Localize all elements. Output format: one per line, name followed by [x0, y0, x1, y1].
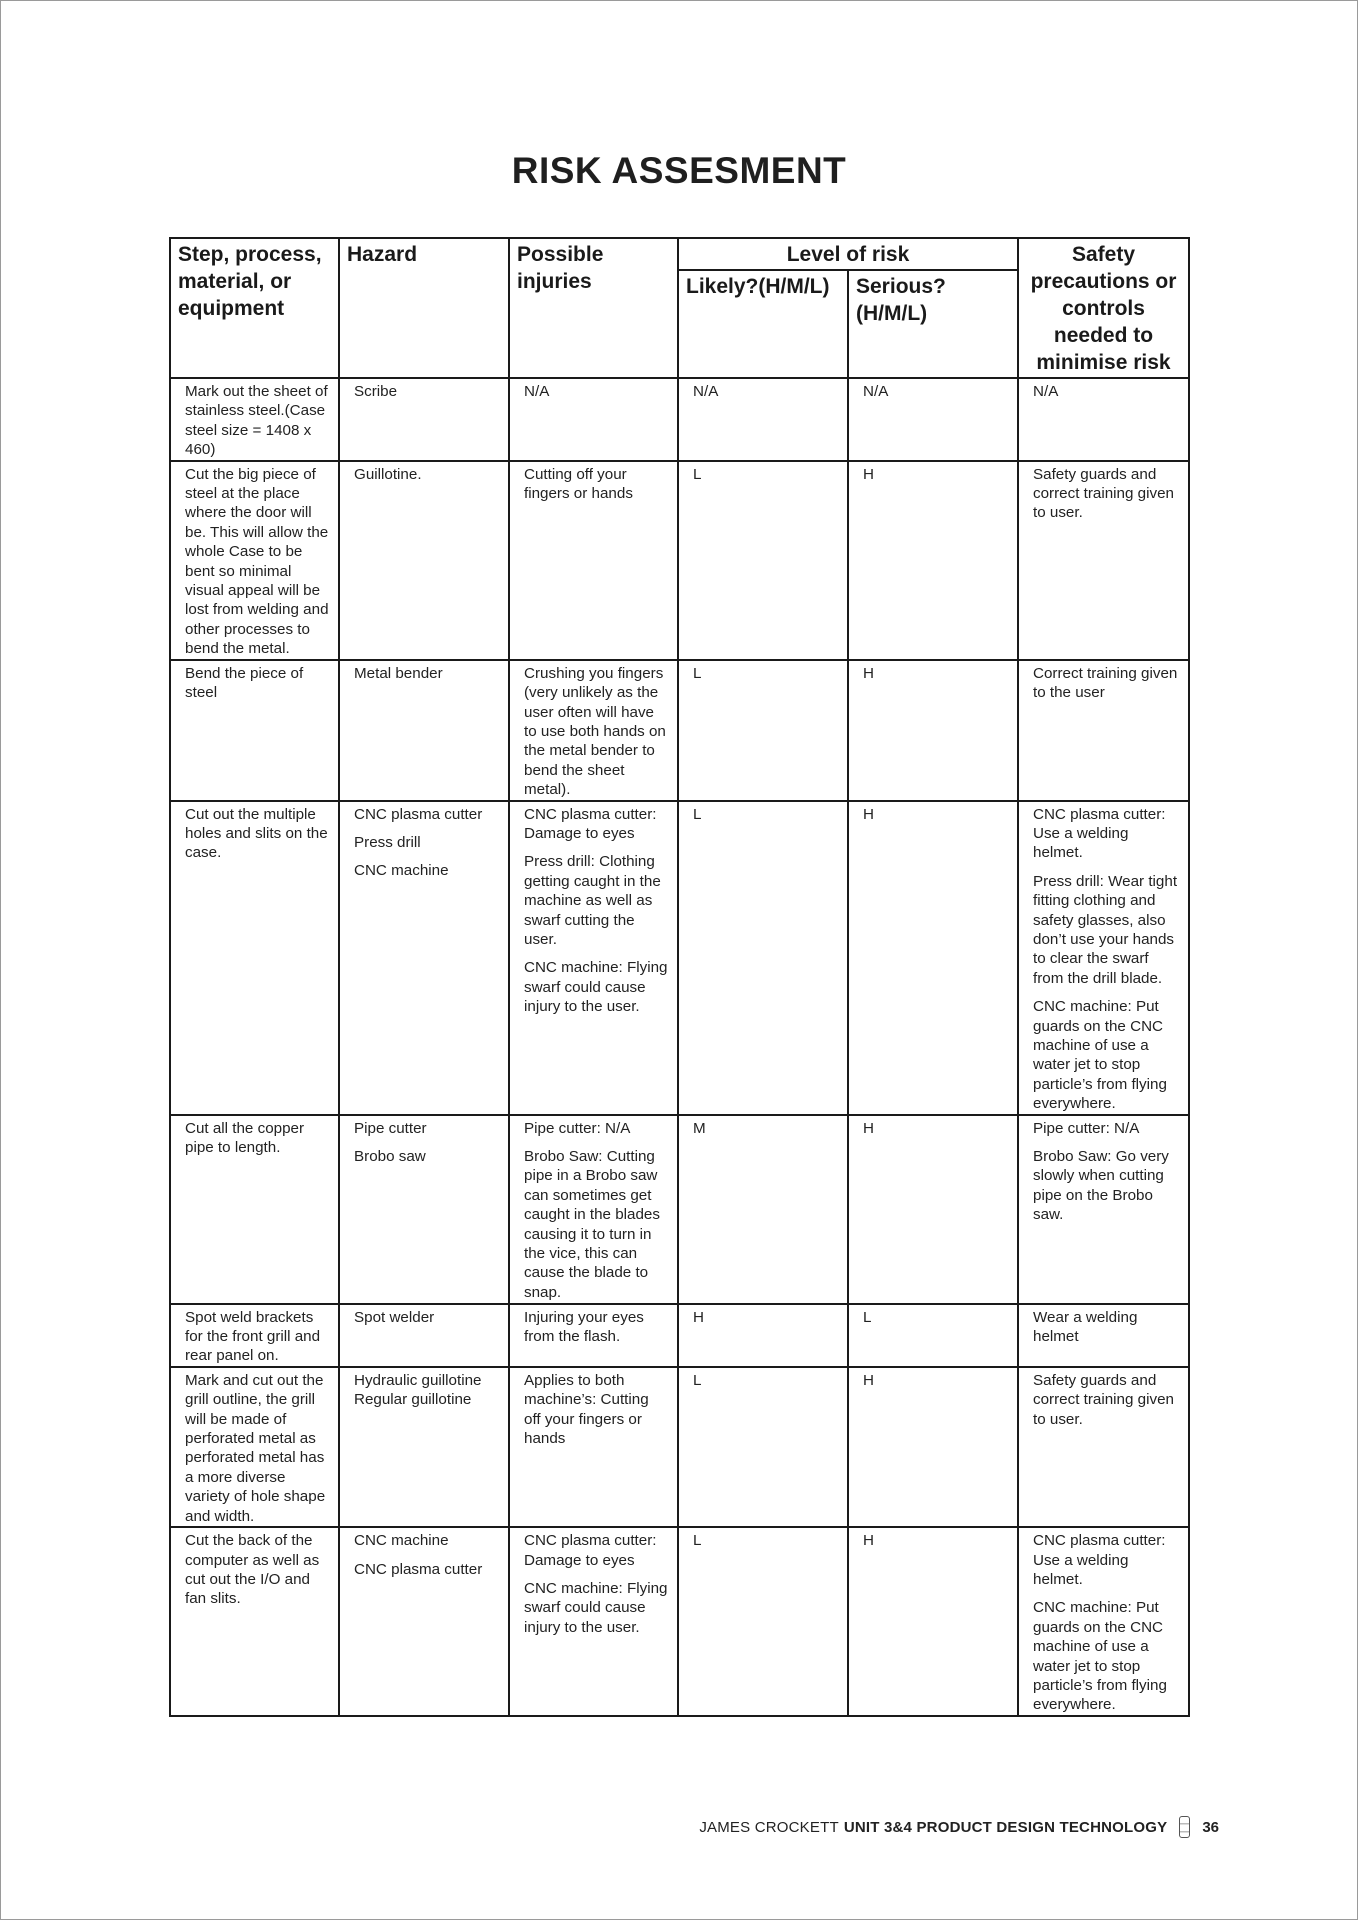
table-header: [170, 238, 1189, 378]
risk-assessment-table: [169, 237, 1190, 1717]
cell-paragraph: CNC machine: Flying swarf could cause injury to the user.: [524, 959, 668, 1016]
footer-unit: UNIT 3&4 PRODUCT DESIGN TECHNOLOGY: [843, 1818, 1168, 1836]
cell-paragraph: CNC plasma cutter: Damage to eyes: [524, 805, 657, 842]
cell-injuries: [509, 1527, 678, 1716]
cell-serious: H: [848, 1527, 1018, 1716]
table-row: [170, 378, 1189, 461]
table-row: [170, 801, 1189, 1115]
cell-paragraph: Pipe cutter: [354, 1119, 427, 1137]
table-row: [170, 1367, 1189, 1527]
cell-paragraph: CNC machine: Put guards on the CNC machine of use a water jet to stop particle’s from flying everywhere.: [1033, 1599, 1167, 1714]
cell-likely: L: [678, 801, 848, 1115]
cell-likely: N/A: [678, 378, 848, 461]
cell-step: Cut the big piece of steel at the place where the door will be. This will allow the whole Case to be bent so minimal visual appeal will be lost from welding and other processes to bend the metal.: [170, 461, 339, 660]
cell-hazard: [339, 378, 509, 461]
cell-paragraph: CNC plasma cutter: Damage to eyes: [524, 1532, 657, 1569]
cell-paragraph: Correct training given to the user: [1033, 664, 1178, 702]
header-injuries: Possible injuries: [509, 238, 678, 378]
cell-safety: [1018, 1367, 1189, 1527]
cell-likely: L: [678, 1527, 848, 1716]
cell-paragraph: Injuring your eyes from the flash.: [524, 1308, 644, 1346]
tube-icon: [1179, 1816, 1190, 1838]
cell-paragraph: Safety guards and correct training given to user.: [1033, 1371, 1174, 1428]
cell-hazard: [339, 1367, 509, 1527]
cell-paragraph: N/A: [524, 383, 550, 400]
cell-hazard: [339, 1527, 509, 1716]
cell-serious: H: [848, 1115, 1018, 1304]
cell-injuries: [509, 461, 678, 660]
cell-paragraph: CNC plasma cutter: Use a welding helmet.: [1033, 1532, 1166, 1588]
cell-paragraph: Scribe: [354, 383, 398, 400]
header-hazard: Hazard: [339, 238, 509, 378]
cell-likely: L: [678, 660, 848, 801]
cell-step: Cut the back of the computer as well as cut out the I/O and fan slits.: [170, 1527, 339, 1716]
cell-paragraph: N/A: [1033, 383, 1059, 400]
table-row: [170, 1115, 1189, 1304]
cell-paragraph: Hydraulic guillotine Regular guillotine: [354, 1371, 482, 1409]
cell-injuries: [509, 378, 678, 461]
cell-serious: L: [848, 1304, 1018, 1367]
cell-paragraph: CNC machine: [354, 862, 449, 880]
header-serious: Serious? (H/M/L): [848, 270, 1018, 378]
cell-paragraph: Brobo Saw: Cutting pipe in a Brobo saw can sometimes get caught in the blades causing it to turn in the vice, this can cause the blade to snap.: [524, 1148, 660, 1301]
cell-paragraph: CNC machine: Flying swarf could cause injury to the user.: [524, 1579, 668, 1636]
cell-paragraph: Brobo Saw: Go very slowly when cutting pipe on the Brobo saw.: [1033, 1148, 1169, 1224]
cell-hazard: [339, 801, 509, 1115]
cell-paragraph: Press drill: [354, 833, 421, 851]
cell-injuries: [509, 1304, 678, 1367]
cell-paragraph: Cutting off your fingers or hands: [524, 465, 633, 503]
table-body: [170, 378, 1189, 1716]
footer-author: JAMES CROCKETT: [699, 1818, 839, 1836]
cell-paragraph: Brobo saw: [354, 1148, 426, 1166]
table-row: [170, 1304, 1189, 1367]
header-likely: Likely?(H/M/L): [678, 270, 848, 378]
cell-likely: L: [678, 461, 848, 660]
cell-step: Cut all the copper pipe to length.: [170, 1115, 339, 1304]
cell-step: Mark out the sheet of stainless steel.(Case steel size = 1408 x 460): [170, 378, 339, 461]
cell-safety: [1018, 1527, 1189, 1716]
cell-paragraph: CNC machine: Put guards on the CNC machine of use a water jet to stop particle’s from flying everywhere.: [1033, 998, 1167, 1113]
page-number: 36: [1202, 1818, 1219, 1836]
cell-paragraph: Pipe cutter: N/A: [1033, 1119, 1140, 1137]
table-row: [170, 660, 1189, 801]
cell-paragraph: CNC plasma cutter: [354, 1560, 483, 1578]
cell-paragraph: Safety guards and correct training given to user.: [1033, 465, 1174, 522]
cell-paragraph: CNC plasma cutter: Use a welding helmet.: [1033, 805, 1166, 862]
cell-paragraph: CNC plasma cutter: [354, 805, 483, 823]
header-step: Step, process, material, or equipment: [170, 238, 339, 378]
cell-hazard: [339, 1115, 509, 1304]
cell-paragraph: Applies to both machine’s: Cutting off your fingers or hands: [524, 1371, 649, 1448]
cell-paragraph: Press drill: Wear tight fitting clothing and safety glasses, also don’t use your hands to clear the swarf from the drill blade.: [1033, 872, 1178, 987]
cell-injuries: [509, 660, 678, 801]
cell-paragraph: Wear a welding helmet: [1033, 1308, 1138, 1346]
cell-safety: [1018, 1304, 1189, 1367]
cell-paragraph: Pipe cutter: N/A: [524, 1119, 631, 1137]
cell-likely: H: [678, 1304, 848, 1367]
cell-serious: H: [848, 660, 1018, 801]
cell-safety: [1018, 461, 1189, 660]
cell-hazard: [339, 461, 509, 660]
cell-paragraph: CNC machine: [354, 1532, 449, 1550]
cell-hazard: [339, 660, 509, 801]
cell-paragraph: Crushing you fingers (very unlikely as the user often will have to use both hands on the metal bender to bend the sheet metal).: [524, 664, 666, 799]
cell-injuries: [509, 1115, 678, 1304]
cell-step: Cut out the multiple holes and slits on the case.: [170, 801, 339, 1115]
cell-serious: N/A: [848, 378, 1018, 461]
cell-likely: L: [678, 1367, 848, 1527]
cell-safety: [1018, 1115, 1189, 1304]
cell-step: Bend the piece of steel: [170, 660, 339, 801]
cell-likely: M: [678, 1115, 848, 1304]
cell-step: Spot weld brackets for the front grill and rear panel on.: [170, 1304, 339, 1367]
cell-injuries: [509, 801, 678, 1115]
cell-step: Mark and cut out the grill outline, the grill will be made of perforated metal as perforated metal has a more diverse variety of hole shape and width.: [170, 1367, 339, 1527]
cell-paragraph: Metal bender: [354, 664, 443, 682]
cell-safety: [1018, 801, 1189, 1115]
cell-paragraph: Press drill: Clothing getting caught in the machine as well as swarf cutting the user.: [524, 853, 661, 948]
cell-safety: [1018, 660, 1189, 801]
cell-hazard: [339, 1304, 509, 1367]
cell-serious: H: [848, 461, 1018, 660]
cell-safety: [1018, 378, 1189, 461]
cell-serious: H: [848, 1367, 1018, 1527]
cell-paragraph: Guillotine.: [354, 465, 422, 483]
table-row: [170, 1527, 1189, 1716]
cell-injuries: [509, 1367, 678, 1527]
cell-paragraph: Spot welder: [354, 1308, 435, 1326]
header-safety: Safety precautions or controls needed to minimise risk: [1018, 238, 1189, 378]
page-footer: [699, 1816, 1219, 1838]
page-title: RISK ASSESMENT: [511, 150, 847, 191]
header-level-of-risk: Level of risk: [678, 238, 1018, 270]
cell-serious: H: [848, 801, 1018, 1115]
table-row: [170, 461, 1189, 660]
